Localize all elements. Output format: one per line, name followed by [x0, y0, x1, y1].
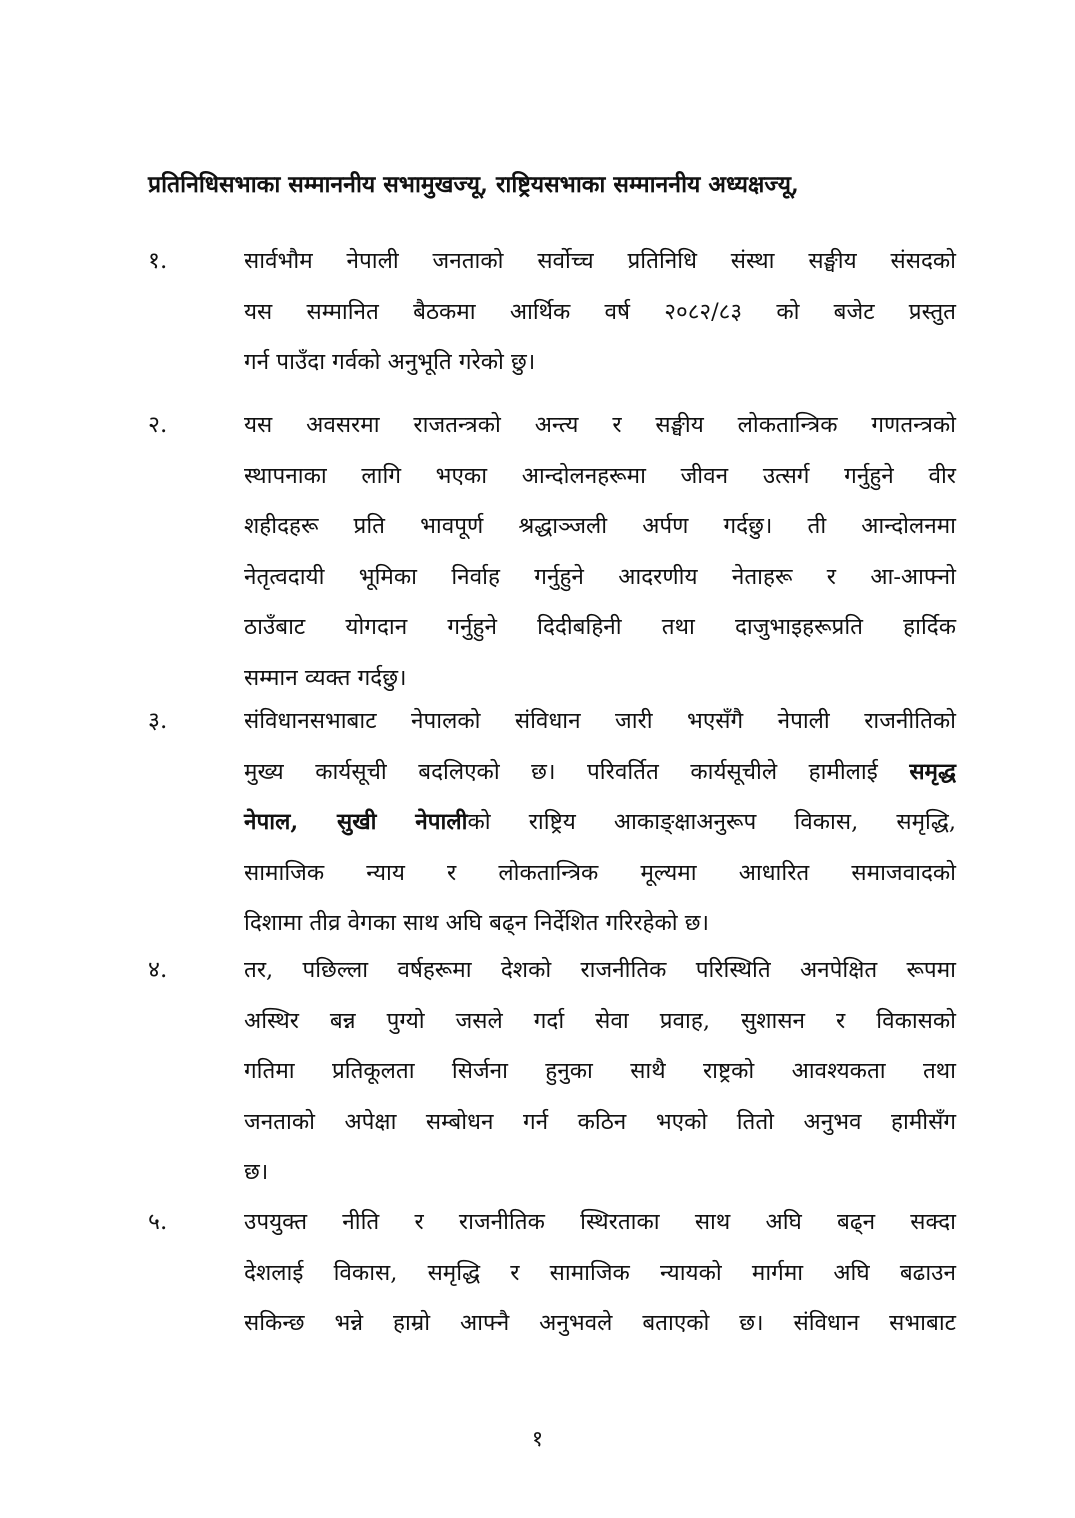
paragraph-line — [244, 747, 956, 798]
emphasis-text: समृद्ध — [909, 758, 956, 785]
paragraph-line: नेतृत्वदायी भूमिका निर्वाह गर्नुहुने आदरणीय नेताहरू र आ-आफ्नो — [244, 563, 956, 590]
paragraph-line: दिशामा तीव्र वेगका साथ अघि बढ्न निर्देशित गरिरहेको छ। — [244, 910, 710, 936]
line-text: मुख्य कार्यसूची बदलिएको छ। परिवर्तित कार्यसूचीले हामीलाई — [244, 758, 910, 785]
paragraph-text — [244, 945, 956, 1198]
paragraph-4 — [148, 945, 958, 1198]
paragraph-number: ५. — [148, 1209, 168, 1235]
paragraph-line: यस सम्मानित बैठकमा आर्थिक वर्ष २०८२/८३ को बजेट प्रस्तुत — [244, 298, 956, 325]
paragraph-line — [244, 797, 956, 848]
paragraph-line: अस्थिर बन्न पुग्यो जसले गर्दा सेवा प्रवाह, सुशासन र विकासको — [244, 1007, 956, 1034]
paragraph-line: गतिमा प्रतिकूलता सिर्जना हुनुका साथै राष्ट्रको आवश्यकता तथा — [244, 1058, 956, 1084]
emphasis-text: नेपाल, सुखी नेपाली — [244, 809, 468, 835]
paragraph-number: ४. — [148, 957, 168, 983]
paragraph-line: सम्मान व्यक्त गर्दछु। — [244, 664, 407, 691]
paragraph-2 — [148, 400, 958, 703]
paragraph-text — [244, 1197, 956, 1349]
paragraph-line: शहीदहरू प्रति भावपूर्ण श्रद्धाञ्जली अर्पण गर्दछु। ती आन्दोलनमा — [244, 513, 956, 539]
paragraph-number: १. — [148, 248, 168, 274]
paragraph-5 — [148, 1197, 958, 1349]
salutation-heading: प्रतिनिधिसभाका सम्माननीय सभामुखज्यू, राष्ट्रियसभाका सम्माननीय अध्यक्षज्यू, — [148, 171, 799, 198]
paragraph-number: ३. — [148, 708, 168, 734]
paragraph-line: उपयुक्त नीति र राजनीतिक स्थिरताका साथ अघि बढ्न सक्दा — [244, 1209, 956, 1235]
paragraph-line: सार्वभौम नेपाली जनताको सर्वोच्च प्रतिनिधि संस्था सङ्घीय संसदको — [244, 248, 956, 274]
paragraph-line: देशलाई विकास, समृद्धि र सामाजिक न्यायको मार्गमा अघि बढाउन — [244, 1259, 956, 1286]
paragraph-line: ठाउँबाट योगदान गर्नुहुने दिदीबहिनी तथा दाजुभाइहरूप्रति हार्दिक — [244, 614, 956, 640]
paragraph-line: गर्न पाउँदा गर्वको अनुभूति गरेको छु। — [244, 349, 536, 375]
paragraph-text — [244, 400, 956, 703]
line-text: को राष्ट्रिय आकाङ्क्षाअनुरूप विकास, समृद्धि, — [467, 809, 956, 835]
paragraph-number: २. — [148, 412, 168, 438]
paragraph-line: तर, पछिल्ला वर्षहरूमा देशको राजनीतिक परिस्थिति अनपेक्षित रूपमा — [244, 957, 956, 983]
paragraph-line: सामाजिक न्याय र लोकतान्त्रिक मूल्यमा आधारित समाजवादको — [244, 859, 956, 886]
paragraph-line: यस अवसरमा राजतन्त्रको अन्त्य र सङ्घीय लोकतान्त्रिक गणतन्त्रको — [244, 412, 956, 438]
paragraph-line: संविधानसभाबाट नेपालको संविधान जारी भएसँगै नेपाली राजनीतिको — [244, 708, 956, 734]
paragraph-text — [244, 696, 956, 949]
paragraph-3 — [148, 696, 958, 949]
paragraph-1 — [148, 236, 958, 388]
paragraph-line: स्थापनाका लागि भएका आन्दोलनहरूमा जीवन उत्सर्ग गर्नुहुने वीर — [244, 462, 956, 489]
paragraph-line: जनताको अपेक्षा सम्बोधन गर्न कठिन भएको तितो अनुभव हामीसँग — [244, 1108, 956, 1135]
paragraph-line: सकिन्छ भन्ने हाम्रो आफ्नै अनुभवले बताएको छ। संविधान सभाबाट — [244, 1310, 956, 1336]
paragraph-text — [244, 236, 956, 388]
paragraph-line: छ। — [244, 1159, 269, 1185]
page-number: १ — [531, 1427, 544, 1452]
